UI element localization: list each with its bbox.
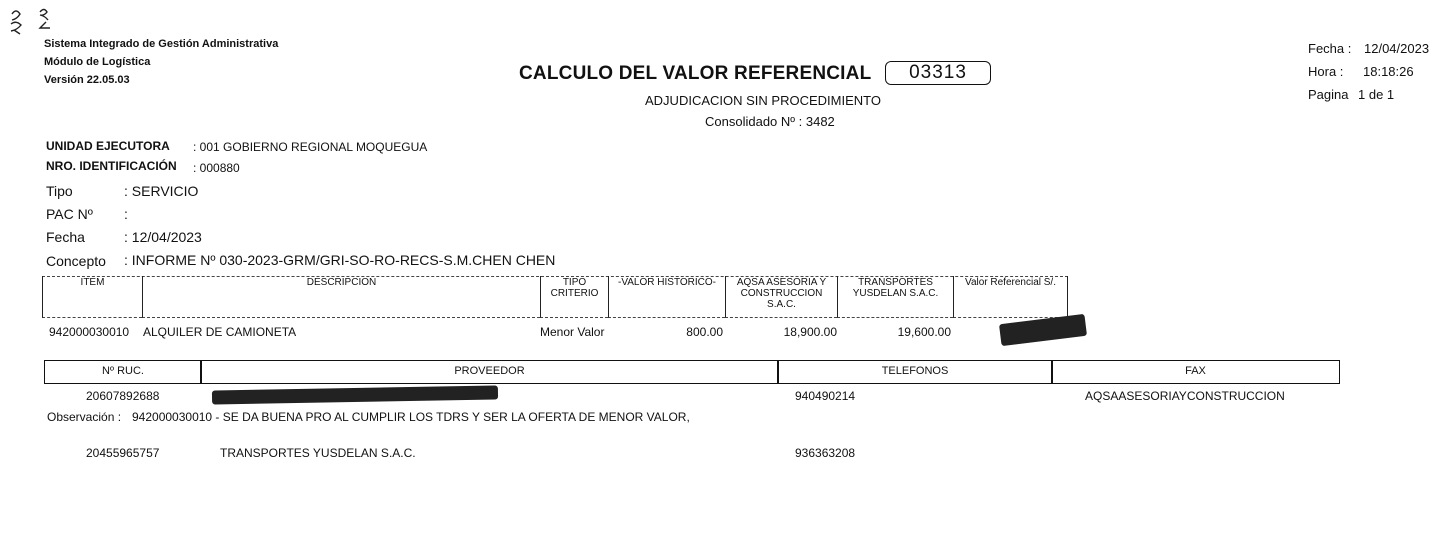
redacted-valor-referencial [999,314,1087,346]
provider-1-fax: AQSAASESORIAYCONSTRUCCION [1085,389,1285,403]
provider-2-name: TRANSPORTES YUSDELAN S.A.C. [220,446,416,460]
item-valor-historico: 800.00 [686,325,723,339]
page-title: CALCULO DEL VALOR REFERENCIAL [519,63,872,84]
item-tipo-criterio: Menor Valor [540,325,605,339]
system-name: Sistema Integrado de Gestión Administrativa [44,38,279,50]
header-fecha-value: 12/04/2023 [1364,41,1430,56]
pac-value: : [124,206,128,222]
fecha-label: Fecha [46,229,85,245]
tipo-label: Tipo [46,183,73,199]
items-header-valor-referencial: Valor Referencial S/. [953,276,1068,318]
header-hora-value: 18:18:26 [1363,64,1414,79]
item-transportes-value: 19,600.00 [897,325,951,339]
items-header-valor-historico: -VALOR HISTORICO- [608,276,725,318]
consolidado-number: Consolidado Nº : 3482 [705,114,835,129]
provider-header-proveedor: PROVEEDOR [200,360,779,384]
page-subtitle: ADJUDICACION SIN PROCEDIMIENTO [645,93,881,108]
document-number-box: 03313 [885,61,991,85]
pac-label: PAC Nº [46,206,93,222]
item-description: ALQUILER DE CAMIONETA [143,325,297,339]
unidad-ejecutora-value: : 001 GOBIERNO REGIONAL MOQUEGUA [193,140,428,154]
unidad-ejecutora-label: UNIDAD EJECUTORA [46,139,170,153]
provider-2-telefono: 936363208 [795,446,856,460]
nro-identificacion-value: : 000880 [193,161,240,175]
provider-header-fax: FAX [1051,360,1340,384]
fecha-value: : 12/04/2023 [124,229,202,245]
version-label: Versión 22.05.03 [44,74,130,86]
concepto-value: : INFORME Nº 030-2023-GRM/GRI-SO-RO-RECS-S.M.CHEN CHEN [124,252,556,268]
items-header-descripcion: DESCRIPCION [142,276,540,318]
header-fecha-label: Fecha : [1308,41,1352,56]
provider-2-ruc: 20455965757 [86,446,160,460]
provider-1-ruc: 20607892688 [86,389,160,403]
provider-header-telefonos: TELEFONOS [777,360,1053,384]
header-pagina-label: Pagina [1308,87,1349,102]
items-header-aqsa: AQSA ASESORIA Y CONSTRUCCION S.A.C. [725,276,837,318]
tipo-value: : SERVICIO [124,183,199,199]
item-aqsa-value: 18,900.00 [783,325,837,339]
items-header-item: ITEM [42,276,142,318]
provider-header-ruc: Nº RUC. [44,360,202,384]
nro-identificacion-label: NRO. IDENTIFICACIÓN [46,159,177,173]
header-hora-label: Hora : [1308,64,1344,79]
header-pagina-value: 1 de 1 [1358,87,1395,102]
observacion-label: Observación : [47,410,122,424]
items-header-tipo-criterio: TIPO CRITERIO [540,276,608,318]
item-code: 942000030010 [49,325,130,339]
redacted-provider-1-name [212,386,498,405]
provider-1-telefono: 940490214 [795,389,856,403]
module-name: Módulo de Logística [44,56,151,68]
handwritten-annotation [6,6,66,42]
observacion-value: 942000030010 - SE DA BUENA PRO AL CUMPLIR LOS TDRS Y SER LA OFERTA DE MENOR VALOR, [132,410,690,424]
items-header-transportes: TRANSPORTES YUSDELAN S.A.C. [837,276,953,318]
concepto-label: Concepto [46,253,106,269]
